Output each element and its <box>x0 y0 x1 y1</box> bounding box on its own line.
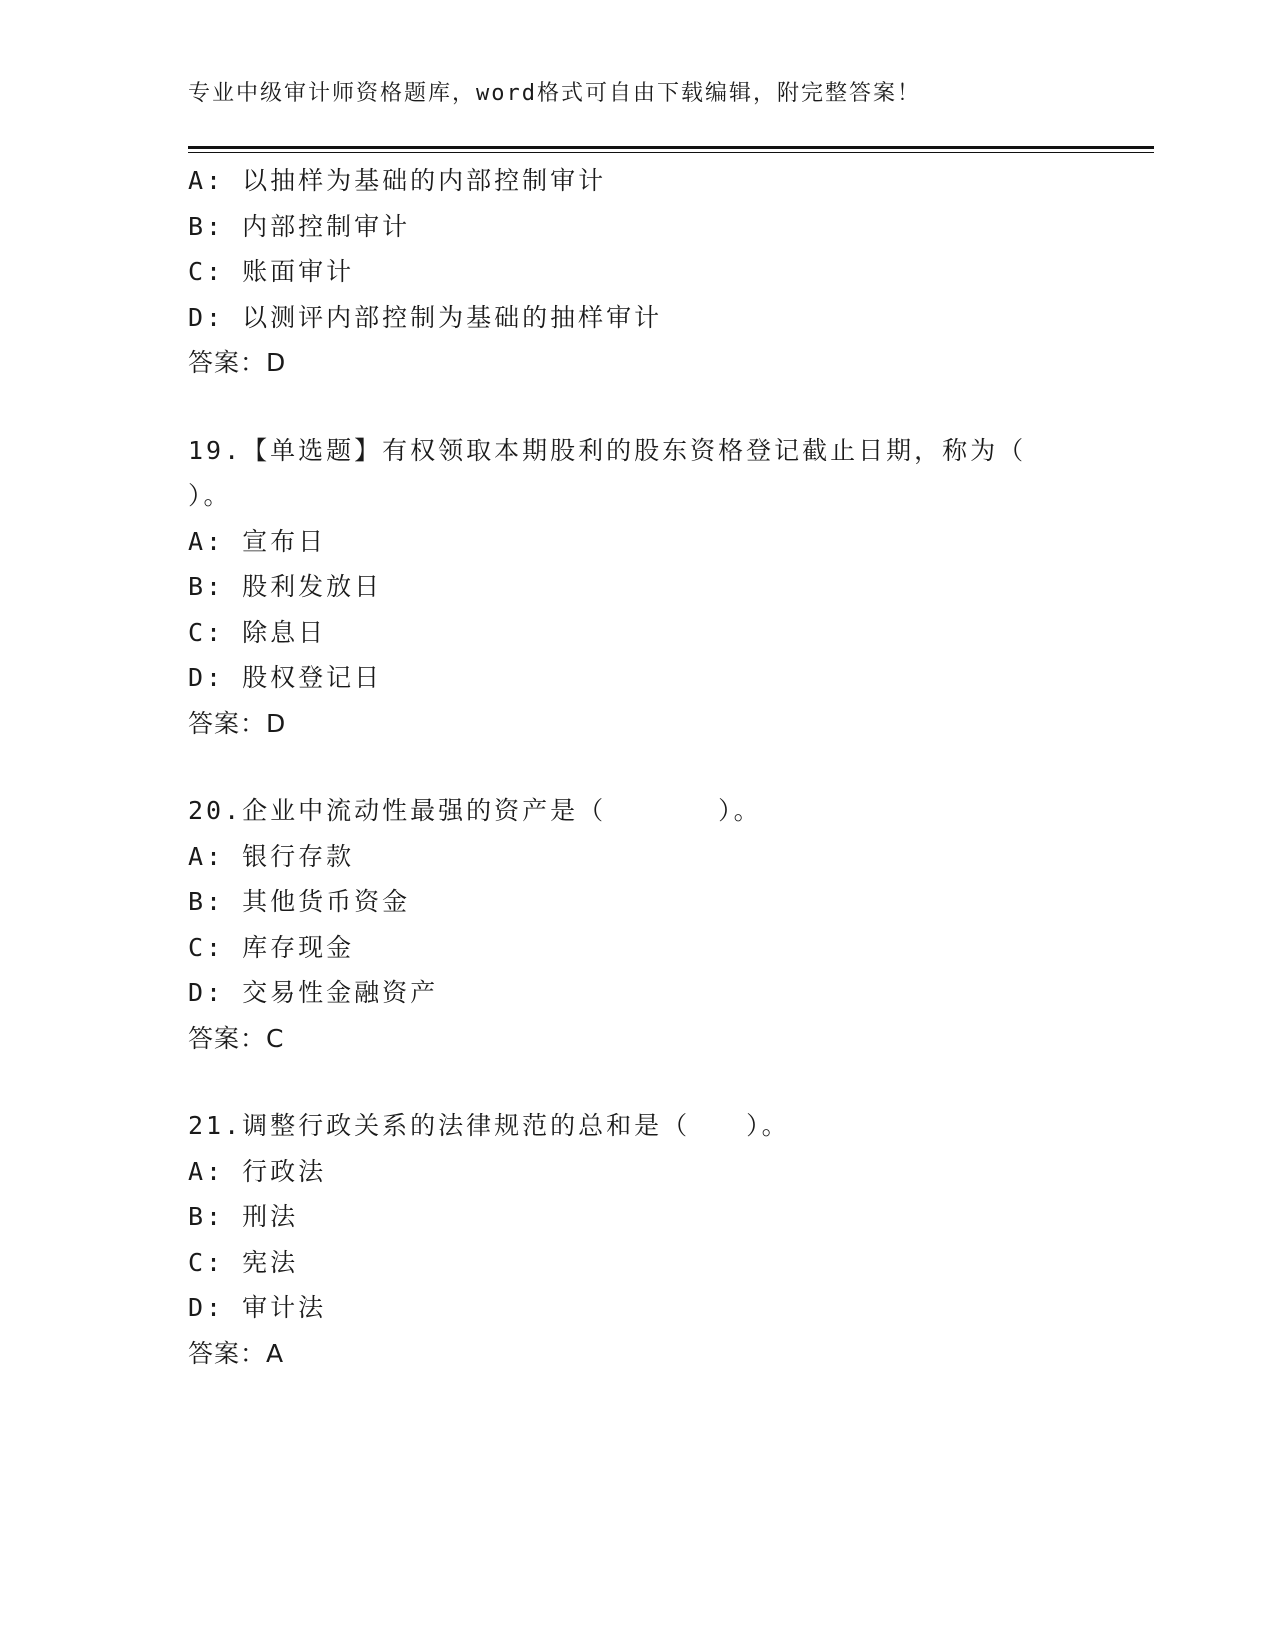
option-b: B: 刑法 <box>188 1202 299 1231</box>
question-stem: 19.【单选题】有权领取本期股利的股东资格登记截止日期，称为（ <box>188 435 1027 465</box>
option-d: D: 股权登记日 <box>188 663 383 692</box>
option-d: D: 审计法 <box>188 1293 327 1322</box>
answer-value: D <box>266 348 287 377</box>
question-19 <box>188 428 1118 747</box>
option-c: C: 除息日 <box>188 617 327 647</box>
option-a: A: 以抽样为基础的内部控制审计 <box>188 166 607 195</box>
answer-line <box>188 340 1118 386</box>
option-d: D: 以测评内部控制为基础的抽样审计 <box>188 302 663 332</box>
question-stem: 21.调整行政关系的法律规范的总和是（ ）。 <box>188 1111 790 1140</box>
answer-label: 答案： <box>188 348 267 377</box>
question-stem-continued: ）。 <box>188 481 232 510</box>
option-c: C: 账面审计 <box>188 257 355 286</box>
header-rule-thick <box>188 146 1154 149</box>
option-a: A: 宣布日 <box>188 526 327 556</box>
answer-line <box>188 701 1118 747</box>
answer-line <box>188 1016 1118 1062</box>
question-21 <box>188 1103 1118 1376</box>
header-rule-thin <box>188 152 1154 153</box>
answer-value: D <box>266 708 287 738</box>
document-header: 专业中级审计师资格题库，word格式可自由下载编辑，附完整答案！ <box>188 81 921 106</box>
option-b: B: 内部控制审计 <box>188 211 411 241</box>
option-a: A: 银行存款 <box>188 841 355 871</box>
option-c: C: 库存现金 <box>188 932 355 962</box>
option-b: B: 股利发放日 <box>188 572 383 601</box>
question-stem: 20.企业中流动性最强的资产是（ ）。 <box>188 796 762 825</box>
answer-value: A <box>266 1338 285 1368</box>
option-a: A: 行政法 <box>188 1156 327 1186</box>
answer-line <box>188 1331 1118 1377</box>
answer-label: 答案： <box>188 1023 267 1053</box>
option-c: C: 宪法 <box>188 1247 299 1277</box>
answer-label: 答案： <box>188 1338 267 1368</box>
answer-label: 答案： <box>188 708 267 738</box>
option-d: D: 交易性金融资产 <box>188 978 439 1007</box>
option-b: B: 其他货币资金 <box>188 887 411 916</box>
question-18 <box>188 158 1118 386</box>
document-body <box>188 158 1118 1418</box>
answer-value: C <box>266 1023 285 1053</box>
question-20 <box>188 788 1118 1061</box>
